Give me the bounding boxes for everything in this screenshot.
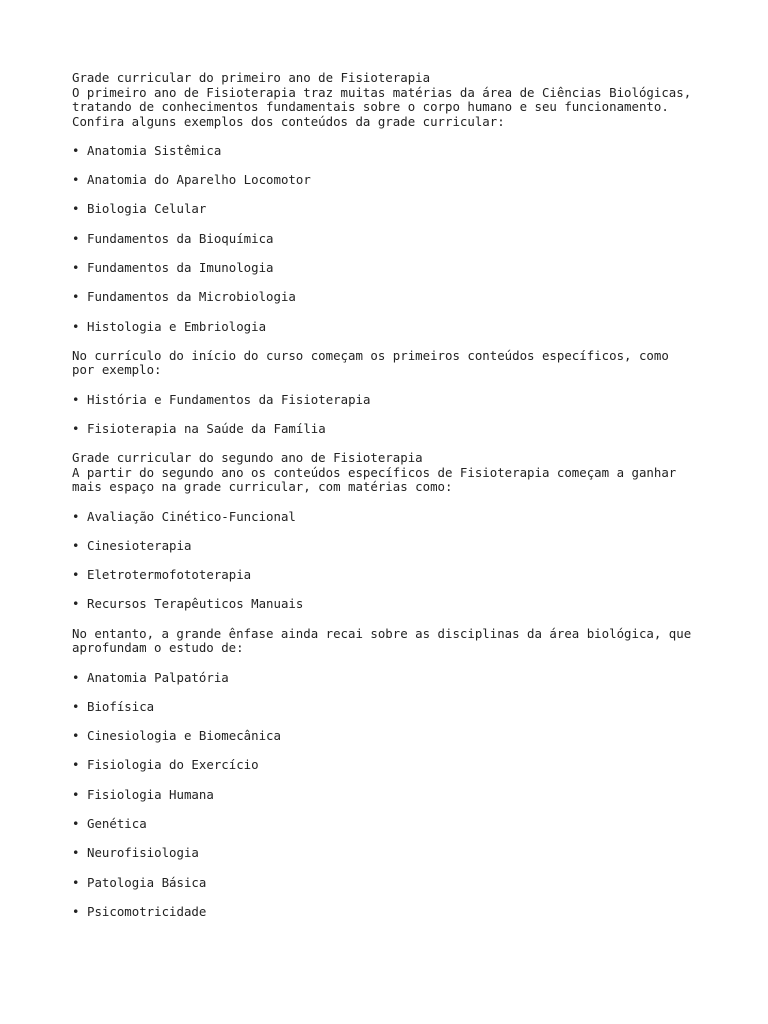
list-item-label: Fisiologia Humana <box>87 786 214 802</box>
list-item <box>72 700 712 715</box>
list-item <box>72 422 712 437</box>
paragraph-line: tratando de conhecimentos fundamentais sobre o corpo humano e seu funcionamento. <box>72 99 669 114</box>
bullet-icon: • <box>72 230 80 246</box>
bullet-icon: • <box>72 420 80 436</box>
paragraph-line: No currículo do início do curso começam os primeiros conteúdos específicos, como <box>72 347 669 363</box>
paragraph-line: mais espaço na grade curricular, com matérias como: <box>72 479 453 495</box>
list-item-label: Psicomotricidade <box>87 903 207 919</box>
section-first-year-followup <box>72 349 712 378</box>
list-item-label: Histologia e Embriologia <box>87 318 267 334</box>
list-item <box>72 232 712 247</box>
list-item <box>72 173 712 188</box>
list-item <box>72 597 712 612</box>
bullet-icon: • <box>72 874 80 890</box>
list-item <box>72 905 712 920</box>
list-item-label: Avaliação Cinético-Funcional <box>87 508 296 524</box>
list-item-label: Anatomia do Aparelho Locomotor <box>87 172 311 188</box>
paragraph-line: aprofundam o estudo de: <box>72 640 244 656</box>
list-item <box>72 510 712 525</box>
list-item <box>72 671 712 686</box>
bullet-icon: • <box>72 391 80 407</box>
bullet-icon: • <box>72 318 80 334</box>
list-item-label: Cinesioterapia <box>87 537 192 553</box>
second-year-subject-list <box>72 510 712 612</box>
list-item <box>72 144 712 159</box>
bullet-icon: • <box>72 903 80 919</box>
list-item <box>72 788 712 803</box>
list-item-label: Fisioterapia na Saúde da Família <box>87 420 326 436</box>
paragraph-line: Confira alguns exemplos dos conteúdos da grade curricular: <box>72 113 505 129</box>
bullet-icon: • <box>72 172 80 188</box>
paragraph-line: A partir do segundo ano os conteúdos específicos de Fisioterapia começam a ganhar <box>72 464 677 480</box>
list-item-label: Anatomia Sistêmica <box>87 142 222 158</box>
paragraph-line: O primeiro ano de Fisioterapia traz muitas matérias da área de Ciências Biológicas, <box>72 84 692 100</box>
list-item <box>72 539 712 554</box>
bullet-icon: • <box>72 201 80 217</box>
bullet-icon: • <box>72 698 80 714</box>
bullet-icon: • <box>72 845 80 861</box>
list-item <box>72 846 712 861</box>
bullet-icon: • <box>72 728 80 744</box>
list-item-label: Genética <box>87 816 147 832</box>
list-item <box>72 290 712 305</box>
section-heading: Grade curricular do segundo ano de Fisioterapia <box>72 450 423 466</box>
section-first-year-intro <box>72 71 712 129</box>
first-year-specific-list <box>72 393 712 437</box>
list-item-label: Neurofisiologia <box>87 845 199 861</box>
section-heading: Grade curricular do primeiro ano de Fisioterapia <box>72 70 431 85</box>
bullet-icon: • <box>72 259 80 275</box>
list-item-label: Fundamentos da Microbiologia <box>87 289 296 305</box>
list-item <box>72 758 712 773</box>
list-item-label: Recursos Terapêuticos Manuais <box>87 596 304 612</box>
list-item <box>72 261 712 276</box>
list-item <box>72 202 712 217</box>
bullet-icon: • <box>72 786 80 802</box>
bullet-icon: • <box>72 669 80 685</box>
list-item <box>72 393 712 408</box>
list-item-label: Eletrotermofototerapia <box>87 567 252 583</box>
bullet-icon: • <box>72 816 80 832</box>
bullet-icon: • <box>72 508 80 524</box>
list-item-label: Biologia Celular <box>87 201 207 217</box>
list-item-label: História e Fundamentos da Fisioterapia <box>87 391 371 407</box>
list-item <box>72 320 712 335</box>
paragraph-line: No entanto, a grande ênfase ainda recai sobre as disciplinas da área biológica, que <box>72 625 692 641</box>
paragraph-line: por exemplo: <box>72 362 162 378</box>
list-item-label: Patologia Básica <box>87 874 207 890</box>
list-item-label: Cinesiologia e Biomecânica <box>87 728 281 744</box>
list-item <box>72 568 712 583</box>
list-item <box>72 729 712 744</box>
list-item-label: Anatomia Palpatória <box>87 669 229 685</box>
section-second-year-intro <box>72 451 712 495</box>
bullet-icon: • <box>72 567 80 583</box>
bullet-icon: • <box>72 537 80 553</box>
list-item <box>72 817 712 832</box>
bullet-icon: • <box>72 596 80 612</box>
section-second-year-followup <box>72 627 712 656</box>
second-year-biology-list <box>72 671 712 920</box>
bullet-icon: • <box>72 757 80 773</box>
document-body <box>72 71 712 934</box>
list-item-label: Fundamentos da Bioquímica <box>87 230 274 246</box>
list-item-label: Fisiologia do Exercício <box>87 757 259 773</box>
first-year-subject-list <box>72 144 712 334</box>
list-item <box>72 876 712 891</box>
list-item-label: Biofísica <box>87 698 155 714</box>
bullet-icon: • <box>72 289 80 305</box>
list-item-label: Fundamentos da Imunologia <box>87 259 274 275</box>
bullet-icon: • <box>72 142 80 158</box>
